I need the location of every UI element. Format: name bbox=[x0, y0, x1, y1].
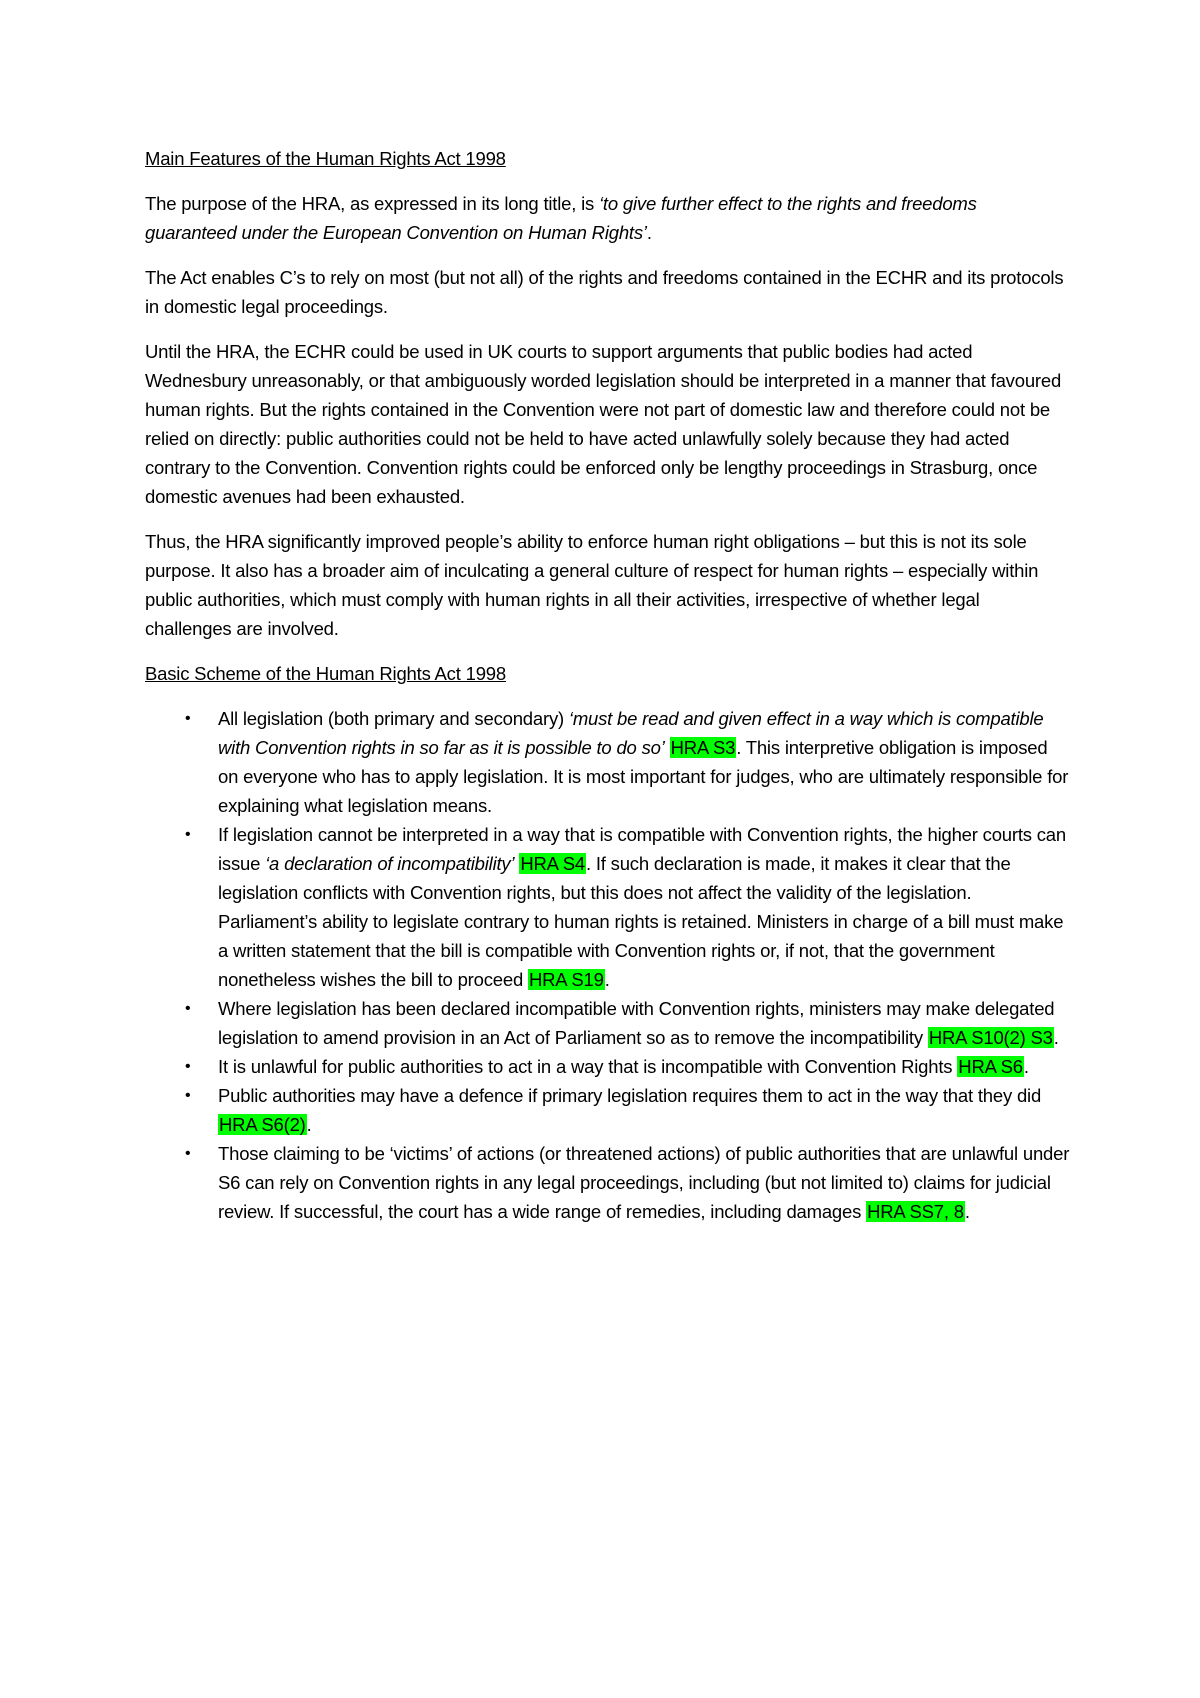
section-heading-basic-scheme: Basic Scheme of the Human Rights Act 1998 bbox=[145, 663, 506, 684]
paragraph-until-hra: Until the HRA, the ECHR could be used in UK courts to support arguments that public bodies had acted Wednesbury unreasonably, or that ambiguously worded legislation should be interpreted in a manner that favoured human rights. But the rights contained in the Convention were not part of domestic law and therefore could not be relied on directly: public authorities could not be held to have acted unlawfully solely because they had acted contrary to the Convention. Convention rights could be enforced only be lengthy proceedings in Strasburg, once domestic avenues had been exhausted. bbox=[145, 341, 1062, 507]
list-item-text: All legislation (both primary and secondary) bbox=[218, 708, 569, 729]
list-item-text: Where legislation has been declared incompatible with Convention rights, ministers may make delegated legislation to amend provision in an Act of Parliament so as to remove the incompatibility bbox=[218, 998, 1055, 1048]
highlighted-reference: HRA S10(2) S3 bbox=[928, 1027, 1053, 1048]
paragraph-purpose bbox=[145, 189, 1070, 247]
highlighted-reference: HRA S6(2) bbox=[219, 1114, 306, 1135]
list-item bbox=[145, 1081, 1070, 1139]
list-item-text: . bbox=[1023, 1056, 1029, 1077]
list-item bbox=[145, 994, 1070, 1052]
document-page bbox=[145, 144, 1070, 1226]
paragraph-text: . bbox=[646, 222, 652, 243]
bullet-icon: • bbox=[185, 1058, 191, 1075]
paragraph-act-enables: The Act enables C’s to rely on most (but not all) of the rights and freedoms contained in the ECHR and its protocols in domestic legal proceedings. bbox=[145, 267, 1064, 317]
list-item-text: . If such declaration is made, it makes it clear that the legislation conflicts with Convention rights, but this does not affect the validity of the legislation. Parliament’s ability to legislate contrary to human rights is retained. Ministers in charge of a bill must make a written statement that the bill is compatible with Convention rights or, if not, that the government nonetheless wishes the bill to proceed bbox=[218, 853, 1064, 990]
bullet-icon: • bbox=[185, 826, 191, 843]
paragraph-text: The purpose of the HRA, as expressed in its long title, is bbox=[145, 193, 600, 214]
list-item-text: . bbox=[306, 1114, 312, 1135]
list-item-text: Public authorities may have a defence if primary legislation requires them to act in the way that they did bbox=[218, 1085, 1042, 1106]
quote-long-title: ‘to give further effect to the rights and freedoms guaranteed under the European Convention on Human Rights’ bbox=[145, 193, 977, 243]
bullet-icon: • bbox=[185, 1145, 191, 1162]
highlighted-reference: HRA S3 bbox=[670, 737, 736, 758]
list-item-text: . bbox=[964, 1201, 970, 1222]
bullet-list bbox=[145, 704, 1070, 1226]
quote-text: ‘a declaration of incompatibility’ bbox=[265, 853, 515, 874]
highlighted-reference: HRA S6 bbox=[958, 1056, 1023, 1077]
list-item bbox=[145, 820, 1070, 994]
list-item-text: . bbox=[1053, 1027, 1059, 1048]
list-item bbox=[145, 1139, 1070, 1226]
list-item-text: . This interpretive obligation is imposed on everyone who has to apply legislation. It is most important for judges, who are ultimately responsible for explaining what legislation means. bbox=[218, 737, 1069, 816]
highlighted-reference: HRA SS7, 8 bbox=[867, 1201, 964, 1222]
quote-text: ‘must be read and given effect in a way which is compatible with Convention rights in so far as it is possible to do so’ bbox=[218, 708, 1044, 758]
list-item-text: If legislation cannot be interpreted in a way that is compatible with Convention rights, the higher courts can issue bbox=[218, 824, 1066, 874]
section-heading-main-features: Main Features of the Human Rights Act 1998 bbox=[145, 148, 506, 169]
list-item-text: Those claiming to be ‘victims’ of actions (or threatened actions) of public authorities that are unlawful under S6 can rely on Convention rights in any legal proceedings, including (but not limited to) claims for judicial review. If successful, the court has a wide range of remedies, including damages bbox=[218, 1143, 1070, 1222]
paragraph-thus: Thus, the HRA significantly improved people’s ability to enforce human right obligations – but this is not its sole purpose. It also has a broader aim of inculcating a general culture of respect for human rights – especially within public authorities, which must comply with human rights in all their activities, irrespective of whether legal challenges are involved. bbox=[145, 531, 1039, 639]
bullet-icon: • bbox=[185, 1087, 191, 1104]
highlighted-reference: HRA S4 bbox=[520, 853, 585, 874]
highlighted-reference: HRA S19 bbox=[528, 969, 604, 990]
spacer-text bbox=[665, 737, 670, 758]
list-item-text: It is unlawful for public authorities to act in a way that is incompatible with Convention Rights bbox=[218, 1056, 958, 1077]
list-item bbox=[145, 704, 1070, 820]
list-item bbox=[145, 1052, 1070, 1081]
list-item-text: . bbox=[604, 969, 610, 990]
bullet-icon: • bbox=[185, 1000, 191, 1017]
bullet-icon: • bbox=[185, 710, 191, 727]
